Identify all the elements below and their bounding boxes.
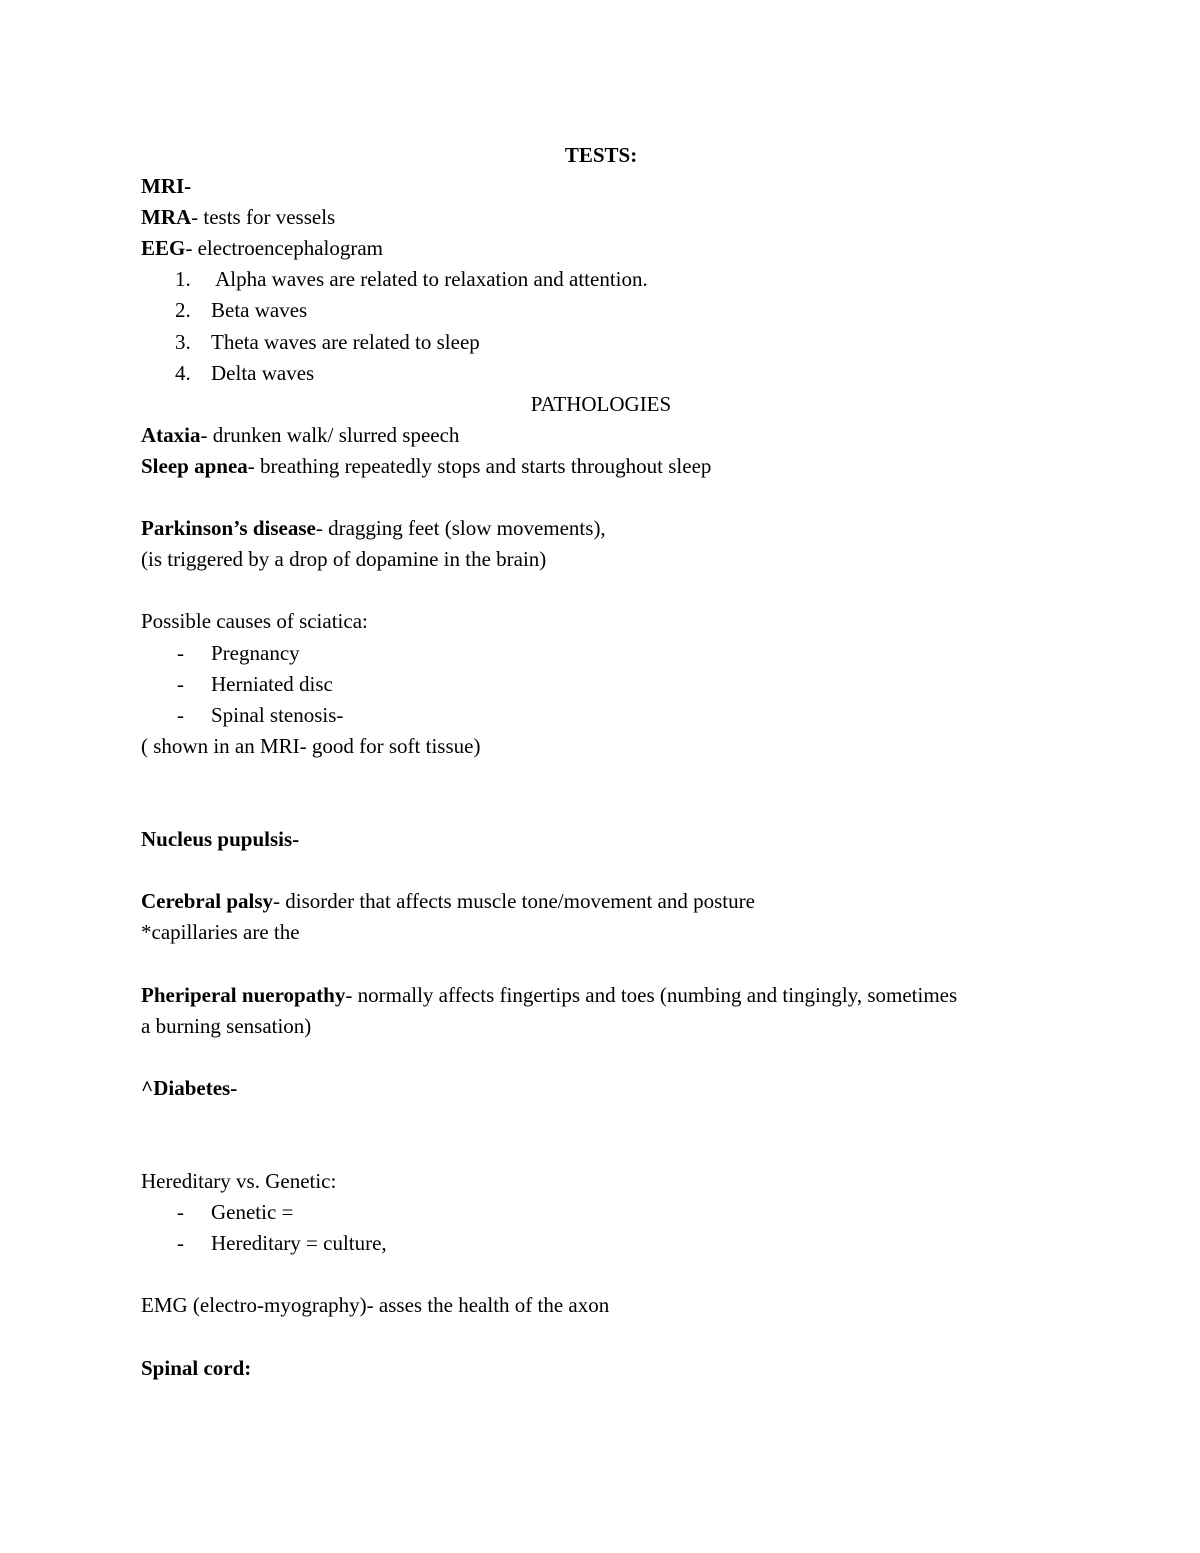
test-desc: - electroencephalogram	[185, 236, 383, 261]
spacer	[141, 1322, 1071, 1353]
pathology-cerebral-palsy	[141, 886, 1071, 917]
spacer	[141, 1259, 1071, 1290]
list-number: 2.	[175, 298, 191, 323]
hereditary-text: Hereditary = culture,	[211, 1231, 387, 1256]
test-eeg	[141, 233, 1071, 264]
pathology-desc: - normally affects fingertips and toes (numbing and tingingly, sometimes	[345, 982, 958, 1007]
test-term: MRI-	[141, 174, 192, 199]
spacer	[141, 1135, 1071, 1166]
section-heading-pathologies: PATHOLOGIES	[530, 391, 672, 416]
sciatica-heading: Possible causes of sciatica:	[141, 609, 368, 634]
hereditary-heading: Hereditary vs. Genetic:	[141, 1169, 337, 1194]
nucleus-term: Nucleus pupulsis-	[141, 827, 300, 852]
spacer	[141, 1104, 1071, 1135]
eeg-wave-text: Theta waves are related to sleep	[211, 329, 480, 354]
test-term: MRA	[141, 205, 192, 230]
list-dash: -	[177, 671, 184, 696]
pathology-desc: - disorder that affects muscle tone/movement and posture	[273, 889, 755, 914]
eeg-wave-text: Beta waves	[211, 298, 308, 323]
eeg-wave-text: Alpha waves are related to relaxation and attention.	[211, 267, 648, 292]
hereditary-item	[141, 1228, 1071, 1259]
list-number: 1.	[175, 267, 191, 292]
parkinsons-note: (is triggered by a drop of dopamine in the brain)	[141, 547, 547, 572]
spacer	[141, 762, 1071, 793]
eeg-wave-text: Delta waves	[211, 360, 315, 385]
sciatica-cause-text: Herniated disc	[211, 671, 333, 696]
spacer	[141, 793, 1071, 824]
document-body	[141, 140, 1071, 1384]
emg-line: EMG (electro-myography)- asses the health of the axon	[141, 1293, 610, 1318]
list-dash: -	[177, 1200, 184, 1225]
diabetes-term: ^Diabetes-	[141, 1075, 238, 1100]
spacer	[141, 482, 1071, 513]
eeg-wave-item	[141, 264, 1071, 295]
pathology-term: Ataxia	[141, 422, 201, 447]
test-mri	[141, 171, 1071, 202]
pathology-term: Pheriperal nueropathy	[141, 982, 346, 1007]
pathology-desc: - dragging feet (slow movements),	[315, 516, 606, 541]
pathology-neuropathy	[141, 980, 1071, 1011]
sciatica-cause-text: Spinal stenosis-	[211, 702, 344, 727]
list-dash: -	[177, 702, 184, 727]
spacer	[141, 855, 1071, 886]
spacer	[141, 1042, 1071, 1073]
page-title: TESTS:	[564, 143, 638, 167]
spacer	[141, 948, 1071, 979]
hereditary-item	[141, 1197, 1071, 1228]
cerebral-palsy-note: *capillaries are the	[141, 920, 300, 945]
sciatica-cause-text: Pregnancy	[211, 640, 300, 665]
sciatica-cause-item	[141, 669, 1071, 700]
pathology-desc: - breathing repeatedly stops and starts throughout sleep	[247, 453, 712, 478]
test-term: EEG	[141, 236, 186, 261]
hereditary-text: Genetic =	[211, 1200, 294, 1225]
pathology-ataxia	[141, 420, 1071, 451]
sciatica-note: ( shown in an MRI- good for soft tissue)	[141, 733, 481, 758]
test-mra	[141, 202, 1071, 233]
pathology-desc: - drunken walk/ slurred speech	[200, 422, 460, 447]
pathology-sleep-apnea	[141, 451, 1071, 482]
list-dash: -	[177, 1231, 184, 1256]
neuropathy-desc-cont: a burning sensation)	[141, 1013, 312, 1038]
eeg-wave-item	[141, 295, 1071, 326]
list-number: 3.	[175, 329, 191, 354]
eeg-wave-item	[141, 327, 1071, 358]
sciatica-cause-item	[141, 700, 1071, 731]
sciatica-cause-item	[141, 638, 1071, 669]
list-number: 4.	[175, 360, 191, 385]
list-dash: -	[177, 640, 184, 665]
spinal-cord-heading: Spinal cord:	[141, 1355, 252, 1380]
pathology-term: Parkinson’s disease	[141, 516, 316, 541]
pathology-term: Cerebral palsy	[141, 889, 274, 914]
test-desc: - tests for vessels	[191, 205, 336, 230]
pathology-term: Sleep apnea	[141, 453, 248, 478]
pathology-parkinsons	[141, 513, 1071, 544]
eeg-wave-item	[141, 358, 1071, 389]
spacer	[141, 575, 1071, 606]
